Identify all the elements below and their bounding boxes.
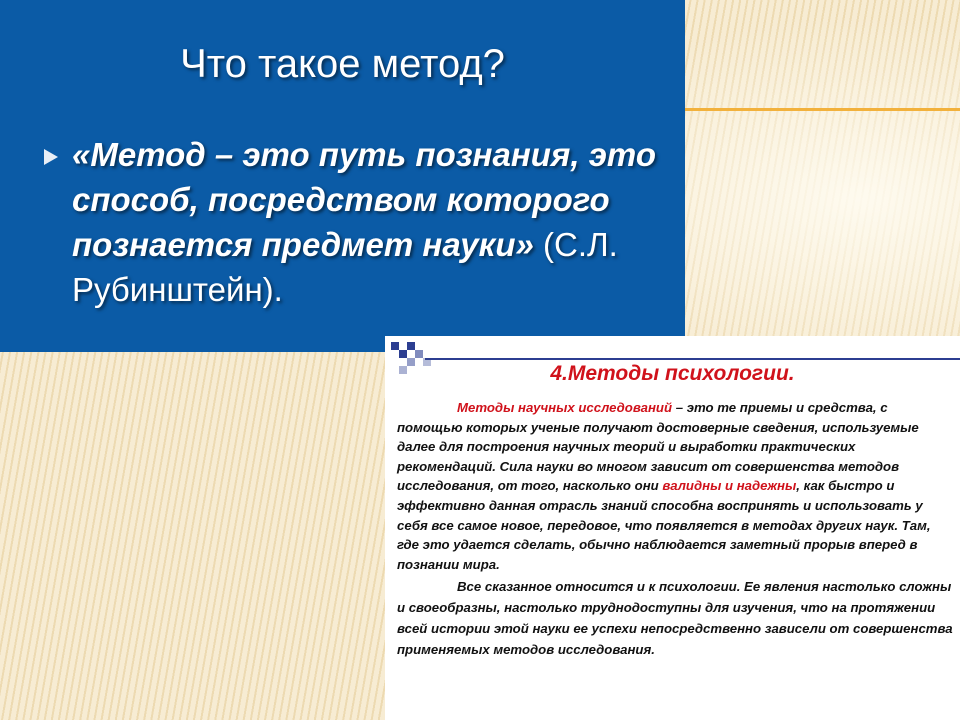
bullet-arrow-icon <box>44 149 58 165</box>
quote-author: (С.Л. Рубинштейн). <box>72 226 618 308</box>
paragraph-psychology <box>397 576 953 660</box>
embedded-slide-image <box>385 336 960 720</box>
quote-text: «Метод – это путь познания, это способ, посредством которого познается предмет науки» <box>72 136 656 263</box>
accent-line <box>685 108 960 111</box>
embedded-slide-title: 4.Методы психологии. <box>550 362 795 385</box>
embedded-slide-body <box>397 398 953 660</box>
paragraph-text: – это те приемы и средства, с помощью которых ученые получают достоверные сведения, используемые далее для построения научных теорий и выработки практических рекомендаций. Сила науки во многом зависит от совершенства методов исследования, от того, насколько они <box>397 400 919 494</box>
paragraph-methods <box>397 398 953 574</box>
paragraph-text: Все сказанное относится и к психологии. Ее явления настолько сложны и своеобразны, настолько труднодоступны для изучения, что на протяжении всей истории этой науки ее успехи непосредственно зависели от совершенства применяемых методов исследования. <box>397 579 953 658</box>
term-valid-reliable: валидны и надежны <box>662 478 797 494</box>
slide-header-rule <box>425 358 960 360</box>
paragraph-text: , как быстро и эффективно данная отрасль знаний способна воспринять и использовать у себя все самое новое, передовое, что появляется в методах других наук. Там, где это удается сделать, обычно наблюдается заметный прорыв вперед в познании мира. <box>397 478 931 572</box>
method-definition-quote <box>72 132 672 312</box>
term-research-methods: Методы научных исследований <box>457 400 673 415</box>
slide-title: Что такое метод? <box>180 42 505 86</box>
